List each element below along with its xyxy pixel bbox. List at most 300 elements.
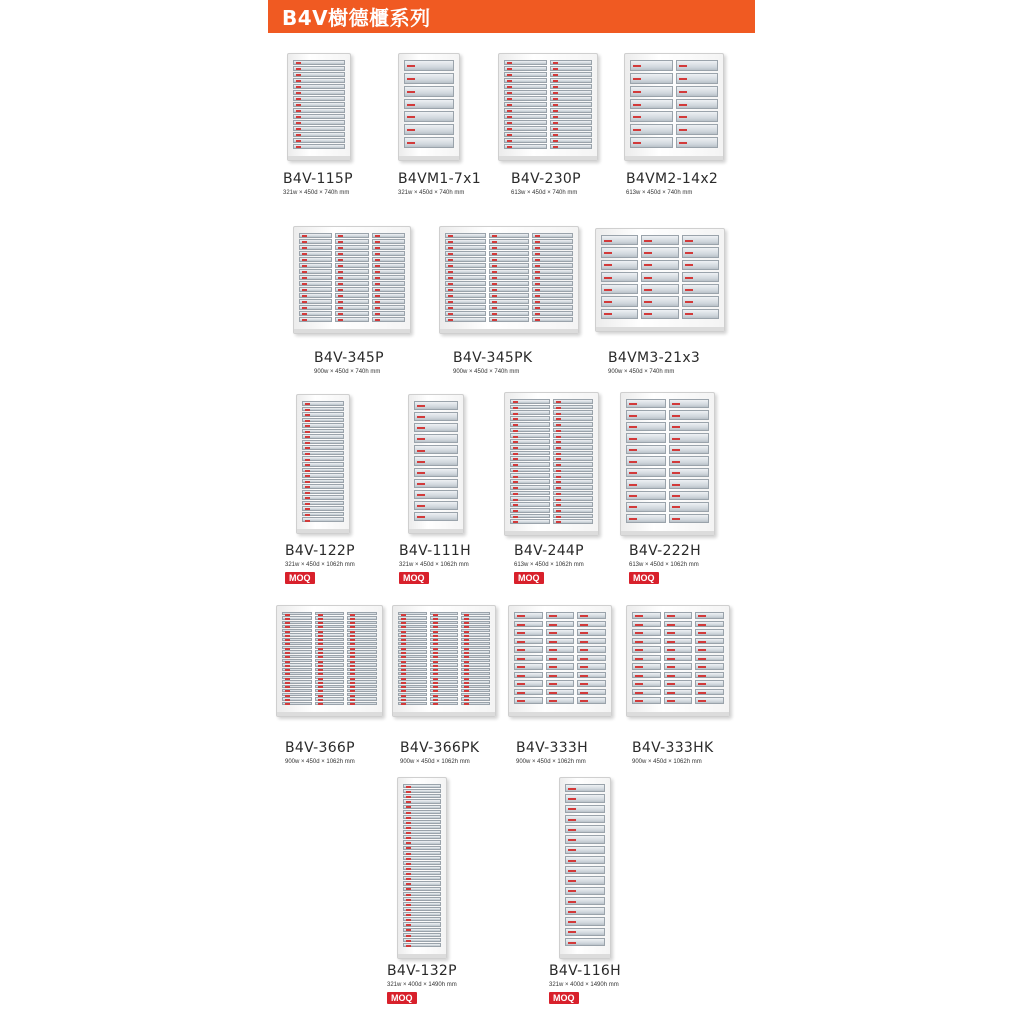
label-tag — [568, 931, 576, 933]
drawer — [514, 629, 543, 636]
drawer — [372, 233, 405, 238]
drawer — [550, 114, 593, 119]
cabinet-image-b4v-115p[interactable] — [287, 53, 351, 161]
model-label: B4V-333H — [516, 740, 588, 756]
label-tag — [517, 683, 525, 685]
label-tag — [318, 661, 323, 663]
drawer — [504, 132, 547, 137]
label-tag — [629, 449, 637, 451]
label-tag — [433, 669, 438, 671]
label-tag — [433, 695, 438, 697]
label-tag — [568, 901, 576, 903]
label-tag — [285, 656, 290, 658]
label-tag — [698, 649, 706, 651]
label-tag — [513, 504, 518, 506]
label-tag — [535, 235, 540, 237]
label-tag — [644, 313, 652, 315]
label-tag — [535, 289, 540, 291]
cabinet-image-b4v-122p[interactable] — [296, 394, 350, 534]
drawer — [553, 416, 593, 421]
label-tag — [549, 692, 557, 694]
label-tag — [407, 129, 415, 131]
drawer — [302, 407, 344, 412]
drawer — [445, 275, 486, 280]
label-tag — [698, 632, 706, 634]
drawer — [504, 90, 547, 95]
drawer — [553, 514, 593, 519]
label-tag — [448, 283, 453, 285]
drawer — [514, 697, 543, 704]
drawer — [514, 612, 543, 619]
cabinet-image-b4v-345pk[interactable] — [439, 226, 579, 334]
drawer — [630, 99, 673, 110]
label-tag — [513, 424, 518, 426]
label-tag — [517, 649, 525, 651]
label-tag — [406, 945, 411, 947]
label-tag — [406, 894, 411, 896]
label-tag — [517, 641, 525, 643]
label-tag — [507, 104, 512, 106]
drawer — [293, 144, 345, 149]
label-tag — [350, 661, 355, 663]
drawer — [504, 120, 547, 125]
label-tag — [350, 652, 355, 654]
label-tag — [433, 661, 438, 663]
drawer — [403, 846, 441, 850]
label-tag — [296, 116, 301, 118]
label-tag — [302, 247, 307, 249]
drawer — [669, 491, 709, 500]
drawer — [347, 663, 377, 666]
drawer — [514, 655, 543, 662]
label-tag — [406, 827, 411, 829]
model-label: B4V-345P — [314, 350, 384, 366]
label-tag — [580, 649, 588, 651]
drawer — [347, 625, 377, 628]
label-tag — [507, 110, 512, 112]
drawer — [565, 907, 605, 915]
drawer — [347, 702, 377, 705]
label-tag — [507, 146, 512, 148]
drawer — [335, 269, 368, 274]
label-tag — [667, 624, 675, 626]
label-tag — [375, 319, 380, 321]
drawer — [414, 490, 458, 499]
drawer — [514, 680, 543, 687]
drawer — [299, 233, 332, 238]
label-tag — [698, 641, 706, 643]
drawer — [510, 456, 550, 461]
label-tag — [407, 142, 415, 144]
label-tag — [698, 666, 706, 668]
label-tag — [350, 686, 355, 688]
label-tag — [635, 649, 643, 651]
drawer — [403, 815, 441, 819]
drawer — [372, 311, 405, 316]
model-label: B4VM1-7x1 — [398, 171, 481, 187]
drawer — [664, 689, 693, 696]
label-tag — [302, 259, 307, 261]
label-tag — [417, 472, 425, 474]
dimensions-label: 321w × 450d × 740h mm — [283, 190, 350, 196]
drawer — [510, 405, 550, 410]
label-tag — [285, 648, 290, 650]
label-tag — [535, 253, 540, 255]
label-tag — [285, 622, 290, 624]
label-tag — [517, 692, 525, 694]
label-tag — [629, 484, 637, 486]
cabinet-image-b4v-366p[interactable] — [276, 605, 383, 717]
cabinet-image-b4v-345p[interactable] — [293, 226, 411, 334]
drawer — [293, 96, 345, 101]
label-tag — [406, 899, 411, 901]
drawer — [315, 668, 345, 671]
drawer — [335, 257, 368, 262]
label-tag — [635, 692, 643, 694]
label-tag — [338, 265, 343, 267]
label-tag — [305, 486, 310, 488]
drawer — [676, 111, 719, 122]
drawer — [632, 680, 661, 687]
label-tag — [556, 447, 561, 449]
label-tag — [513, 470, 518, 472]
drawer — [403, 881, 441, 885]
label-tag — [667, 615, 675, 617]
label-tag — [517, 666, 525, 668]
dimensions-label: 321w × 450d × 1062h mm — [399, 562, 469, 568]
drawer — [577, 663, 606, 670]
drawer — [335, 275, 368, 280]
drawer — [632, 697, 661, 704]
drawer — [335, 317, 368, 322]
cabinet-image-b4v-366pk[interactable] — [392, 605, 496, 717]
label-tag — [285, 690, 290, 692]
label-tag — [629, 506, 637, 508]
label-tag — [513, 458, 518, 460]
drawer — [445, 311, 486, 316]
label-tag — [296, 86, 301, 88]
drawer — [372, 269, 405, 274]
label-tag — [580, 666, 588, 668]
drawer — [626, 399, 666, 408]
drawer — [315, 693, 345, 696]
label-tag — [580, 658, 588, 660]
drawer — [461, 672, 490, 675]
label-tag — [448, 253, 453, 255]
drawer — [335, 233, 368, 238]
drawer — [403, 866, 441, 870]
drawer — [315, 612, 345, 615]
drawer — [302, 484, 344, 489]
label-tag — [685, 264, 693, 266]
drawer — [398, 697, 427, 700]
label-tag — [464, 614, 469, 616]
drawer — [510, 485, 550, 490]
label-tag — [318, 652, 323, 654]
drawer — [347, 633, 377, 636]
label-tag — [296, 104, 301, 106]
drawer — [302, 468, 344, 473]
drawer — [302, 434, 344, 439]
label-tag — [568, 819, 576, 821]
label-tag — [406, 832, 411, 834]
label-tag — [338, 259, 343, 261]
label-tag — [305, 403, 310, 405]
label-tag — [285, 678, 290, 680]
label-tag — [296, 68, 301, 70]
model-label: B4V-230P — [511, 171, 581, 187]
drawer — [372, 257, 405, 262]
drawer — [489, 299, 530, 304]
drawer — [510, 422, 550, 427]
label-tag — [698, 692, 706, 694]
drawer — [514, 638, 543, 645]
cabinet-image-b4v-333hk[interactable] — [626, 605, 730, 717]
label-tag — [285, 682, 290, 684]
label-tag — [644, 240, 652, 242]
drawer — [430, 702, 459, 705]
label-tag — [507, 74, 512, 76]
label-tag — [464, 648, 469, 650]
label-tag — [535, 313, 540, 315]
label-tag — [401, 635, 406, 637]
label-tag — [433, 703, 438, 705]
label-tag — [464, 695, 469, 697]
drawer — [510, 496, 550, 501]
cabinet-image-b4vm1-7x1[interactable] — [398, 53, 460, 161]
drawer — [664, 621, 693, 628]
drawer — [372, 293, 405, 298]
drawer — [302, 429, 344, 434]
label-tag — [698, 700, 706, 702]
label-tag — [433, 690, 438, 692]
model-label: B4V-115P — [283, 171, 353, 187]
drawer — [664, 680, 693, 687]
drawer — [315, 655, 345, 658]
drawer — [577, 629, 606, 636]
label-tag — [305, 464, 310, 466]
drawer — [601, 235, 638, 245]
drawer — [299, 311, 332, 316]
label-tag — [296, 62, 301, 64]
drawer — [577, 638, 606, 645]
drawer — [282, 672, 312, 675]
label-tag — [513, 441, 518, 443]
drawer — [347, 612, 377, 615]
model-label: B4V-366PK — [400, 740, 480, 756]
drawer — [553, 496, 593, 501]
drawer — [403, 830, 441, 834]
drawer — [514, 646, 543, 653]
cabinet-image-b4v-132p[interactable] — [397, 777, 447, 959]
label-tag — [549, 624, 557, 626]
cabinet-image-b4vm2-14x2[interactable] — [624, 53, 724, 161]
drawer — [293, 120, 345, 125]
drawer — [632, 663, 661, 670]
drawer — [302, 495, 344, 500]
cabinet-image-b4v-116h[interactable] — [559, 777, 611, 959]
drawer — [347, 629, 377, 632]
label-tag — [629, 461, 637, 463]
label-tag — [406, 847, 411, 849]
drawer — [404, 86, 454, 97]
label-tag — [406, 919, 411, 921]
cabinet-image-b4v-244p[interactable] — [504, 392, 599, 536]
drawer — [335, 299, 368, 304]
label-tag — [350, 699, 355, 701]
drawer — [293, 114, 345, 119]
label-tag — [517, 700, 525, 702]
label-tag — [350, 614, 355, 616]
drawer — [282, 629, 312, 632]
label-tag — [568, 860, 576, 862]
label-tag — [672, 518, 680, 520]
label-tag — [604, 301, 612, 303]
drawer — [430, 697, 459, 700]
label-tag — [401, 673, 406, 675]
drawer — [682, 296, 719, 306]
label-tag — [633, 91, 641, 93]
cabinet-image-b4v-333h[interactable] — [508, 605, 612, 717]
label-tag — [629, 415, 637, 417]
cabinet-image-b4v-222h[interactable] — [620, 392, 715, 536]
drawer — [403, 922, 441, 926]
drawer — [510, 502, 550, 507]
label-tag — [305, 470, 310, 472]
label-tag — [417, 416, 425, 418]
drawer — [282, 625, 312, 628]
label-tag — [406, 914, 411, 916]
label-tag — [633, 78, 641, 80]
label-tag — [296, 140, 301, 142]
label-tag — [285, 703, 290, 705]
drawer — [461, 633, 490, 636]
label-tag — [535, 307, 540, 309]
label-tag — [302, 301, 307, 303]
label-tag — [698, 615, 706, 617]
label-tag — [549, 700, 557, 702]
drawer — [299, 317, 332, 322]
label-tag — [406, 786, 411, 788]
drawer — [489, 293, 530, 298]
label-tag — [698, 675, 706, 677]
label-tag — [492, 301, 497, 303]
drawer — [372, 245, 405, 250]
drawer — [430, 642, 459, 645]
label-tag — [406, 868, 411, 870]
cabinet-image-b4v-230p[interactable] — [498, 53, 598, 161]
drawer — [282, 689, 312, 692]
drawer — [601, 296, 638, 306]
label-tag — [635, 700, 643, 702]
drawer — [398, 676, 427, 679]
drawer — [282, 650, 312, 653]
label-tag — [433, 618, 438, 620]
label-tag — [556, 401, 561, 403]
label-tag — [417, 461, 425, 463]
label-tag — [285, 686, 290, 688]
drawer — [695, 621, 724, 628]
drawer — [347, 655, 377, 658]
label-tag — [679, 142, 687, 144]
label-tag — [553, 110, 558, 112]
drawer — [669, 445, 709, 454]
drawer — [695, 638, 724, 645]
cabinet-image-b4v-111h[interactable] — [408, 394, 464, 534]
drawer — [626, 410, 666, 419]
label-tag — [507, 68, 512, 70]
label-tag — [433, 626, 438, 628]
label-tag — [318, 699, 323, 701]
drawer — [315, 663, 345, 666]
drawer — [532, 281, 573, 286]
label-tag — [285, 614, 290, 616]
drawer — [315, 621, 345, 624]
drawer — [532, 299, 573, 304]
label-tag — [549, 658, 557, 660]
drawer — [565, 805, 605, 813]
label-tag — [553, 98, 558, 100]
drawer — [676, 60, 719, 71]
drawer — [372, 299, 405, 304]
label-tag — [401, 626, 406, 628]
label-tag — [302, 307, 307, 309]
label-tag — [305, 508, 310, 510]
label-tag — [464, 622, 469, 624]
label-tag — [464, 652, 469, 654]
drawer — [489, 317, 530, 322]
drawer — [550, 144, 593, 149]
drawer — [335, 287, 368, 292]
label-tag — [679, 129, 687, 131]
drawer — [302, 490, 344, 495]
label-tag — [549, 649, 557, 651]
drawer — [461, 629, 490, 632]
model-label: B4V-366P — [285, 740, 355, 756]
label-tag — [338, 247, 343, 249]
drawer — [601, 247, 638, 257]
drawer — [404, 111, 454, 122]
drawer — [315, 629, 345, 632]
drawer — [282, 633, 312, 636]
label-tag — [556, 464, 561, 466]
label-tag — [685, 277, 693, 279]
label-tag — [635, 658, 643, 660]
drawer — [282, 621, 312, 624]
drawer — [315, 642, 345, 645]
drawer — [510, 451, 550, 456]
label-tag — [433, 639, 438, 641]
drawer — [282, 659, 312, 662]
label-tag — [553, 74, 558, 76]
label-tag — [635, 675, 643, 677]
drawer — [302, 506, 344, 511]
label-tag — [629, 426, 637, 428]
drawer — [510, 445, 550, 450]
dimensions-label: 321w × 400d × 1490h mm — [387, 982, 457, 988]
label-tag — [464, 669, 469, 671]
dimensions-label: 613w × 450d × 740h mm — [626, 190, 693, 196]
drawer — [669, 399, 709, 408]
drawer — [553, 405, 593, 410]
cabinet-image-b4vm3-21x3[interactable] — [595, 228, 725, 332]
label-tag — [464, 618, 469, 620]
drawer — [553, 439, 593, 444]
label-tag — [318, 626, 323, 628]
label-tag — [535, 241, 540, 243]
label-tag — [401, 648, 406, 650]
label-tag — [464, 699, 469, 701]
